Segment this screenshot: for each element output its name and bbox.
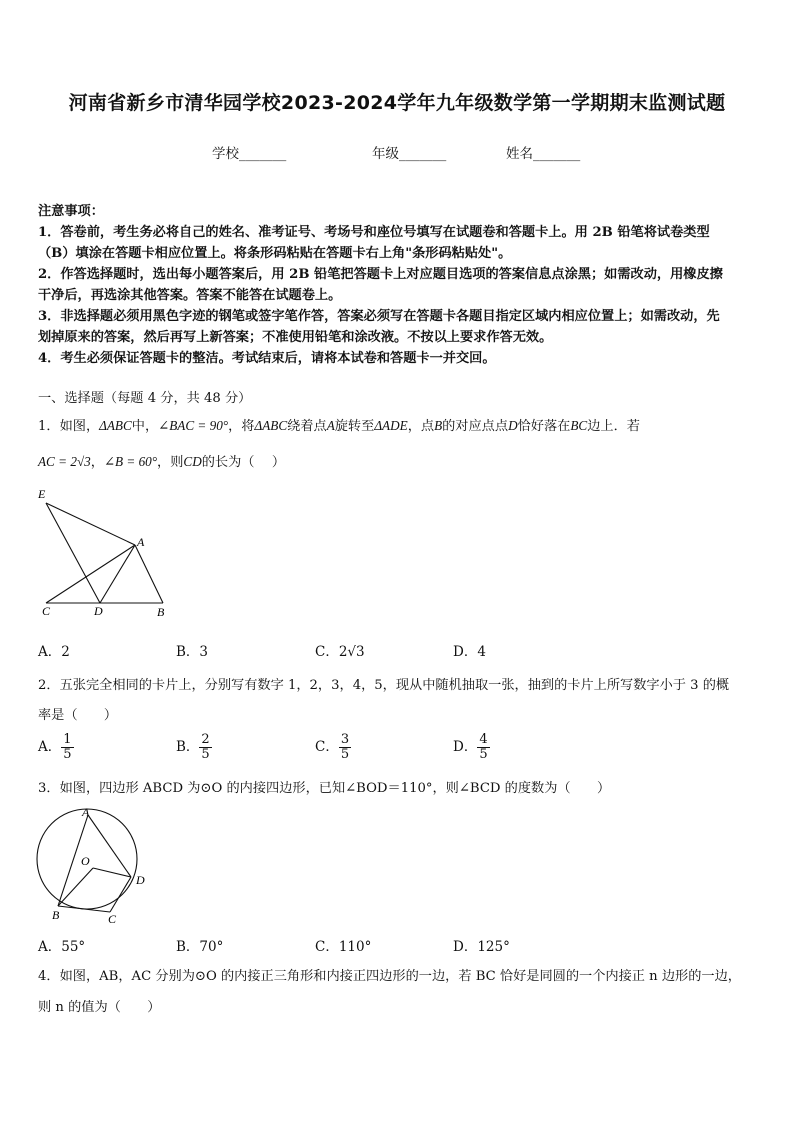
- q3-option-a: A．55°: [38, 939, 86, 955]
- q3-option-d: D．125°: [453, 939, 510, 955]
- notice-heading: 注意事项：: [38, 204, 104, 219]
- question-1-line-1: 1．如图，ΔABC中，∠BAC = 90°，将ΔABC绕着点A旋转至ΔADE，点B的对应点点D恰好落在BC边上．若: [38, 418, 640, 434]
- point-label-c: C: [42, 604, 51, 618]
- question-2-line-1: 2．五张完全相同的卡片上，分别写有数字 1，2，3，4，5，现从中随机抽取一张，抽到的卡片上所写数字小于 3 的概: [38, 678, 730, 693]
- notice-line: 干净后，再选涂其他答案。答案不能答在试题卷上。: [38, 288, 342, 303]
- point-label-b: B: [52, 908, 60, 922]
- q1-option-d: D．4: [453, 644, 486, 660]
- question-4-line-2: 则 n 的值为（ ）: [38, 1000, 161, 1015]
- question-3-figure: [30, 802, 160, 932]
- q3-option-b: B．70°: [176, 939, 224, 955]
- page-title: 河南省新乡市清华园学校2023-2024学年九年级数学第一学期期末监测试题: [68, 92, 726, 114]
- notice-line: （B）填涂在答题卡相应位置上。将条形码粘贴在答题卡右上角"条形码粘贴处"。: [38, 246, 512, 261]
- point-label-a: A: [137, 535, 145, 549]
- name-field: 姓名_______: [506, 146, 581, 162]
- point-label-o: O: [81, 854, 90, 868]
- question-2-line-2: 率是（ ）: [38, 708, 118, 723]
- school-field: 学校_______: [212, 146, 287, 162]
- point-label-e: E: [38, 487, 46, 501]
- notice-line: 2．作答选择题时，选出每小题答案后，用 2B 铅笔把答题卡上对应题目选项的答案信息点涂黑；如需改动，用橡皮擦: [38, 267, 723, 282]
- q2-option-b: B． $\frac{2}{5}$: [176, 732, 210, 762]
- notice-line: 划掉原来的答案，然后再写上新答案；不准使用铅笔和涂改液。不按以上要求作答无效。: [38, 330, 553, 345]
- question-1-line-2: AC = 2√3，∠B = 60°，则CD的长为（ ）: [38, 454, 286, 470]
- q2-option-a: A． $\frac{1}{5}$: [38, 732, 72, 762]
- question-1-figure: [30, 482, 180, 622]
- point-label-a: A: [82, 805, 90, 819]
- point-label-c: C: [108, 912, 117, 926]
- q1-option-b: B．3: [176, 644, 209, 660]
- point-label-b: B: [157, 605, 165, 619]
- question-4-line-1: 4．如图，AB，AC 分别为⊙O 的内接正三角形和内接正四边形的一边，若 BC 恰好是同圆的一个内接正 n 边形的一边，: [38, 969, 741, 984]
- point-label-d: D: [136, 873, 145, 887]
- grade-field: 年级_______: [372, 146, 447, 162]
- notice-line: 3．非选择题必须用黑色字迹的钢笔或签字笔作答，答案必须写在答题卡各题目指定区域内相应位置上；如需改动，先: [38, 309, 720, 324]
- q1-option-a: A．2: [38, 644, 70, 660]
- section-heading: 一、选择题（每题 4 分，共 48 分）: [38, 391, 252, 406]
- q2-option-c: C． $\frac{3}{5}$: [315, 732, 350, 762]
- q1-option-c: C．2√3: [315, 644, 365, 660]
- notice-line: 1．答卷前，考生务必将自己的姓名、准考证号、考场号和座位号填写在试题卷和答题卡上。用 2B 铅笔将试卷类型: [38, 225, 710, 240]
- point-label-d: D: [94, 604, 103, 618]
- question-3-line-1: 3．如图，四边形 ABCD 为⊙O 的内接四边形，已知∠BOD＝110°，则∠BCD 的度数为（ ）: [38, 781, 611, 796]
- q2-option-d: D． $\frac{4}{5}$: [453, 732, 488, 762]
- q3-option-c: C．110°: [315, 939, 372, 955]
- notice-line: 4．考生必须保证答题卡的整洁。考试结束后，请将本试卷和答题卡一并交回。: [38, 351, 496, 366]
